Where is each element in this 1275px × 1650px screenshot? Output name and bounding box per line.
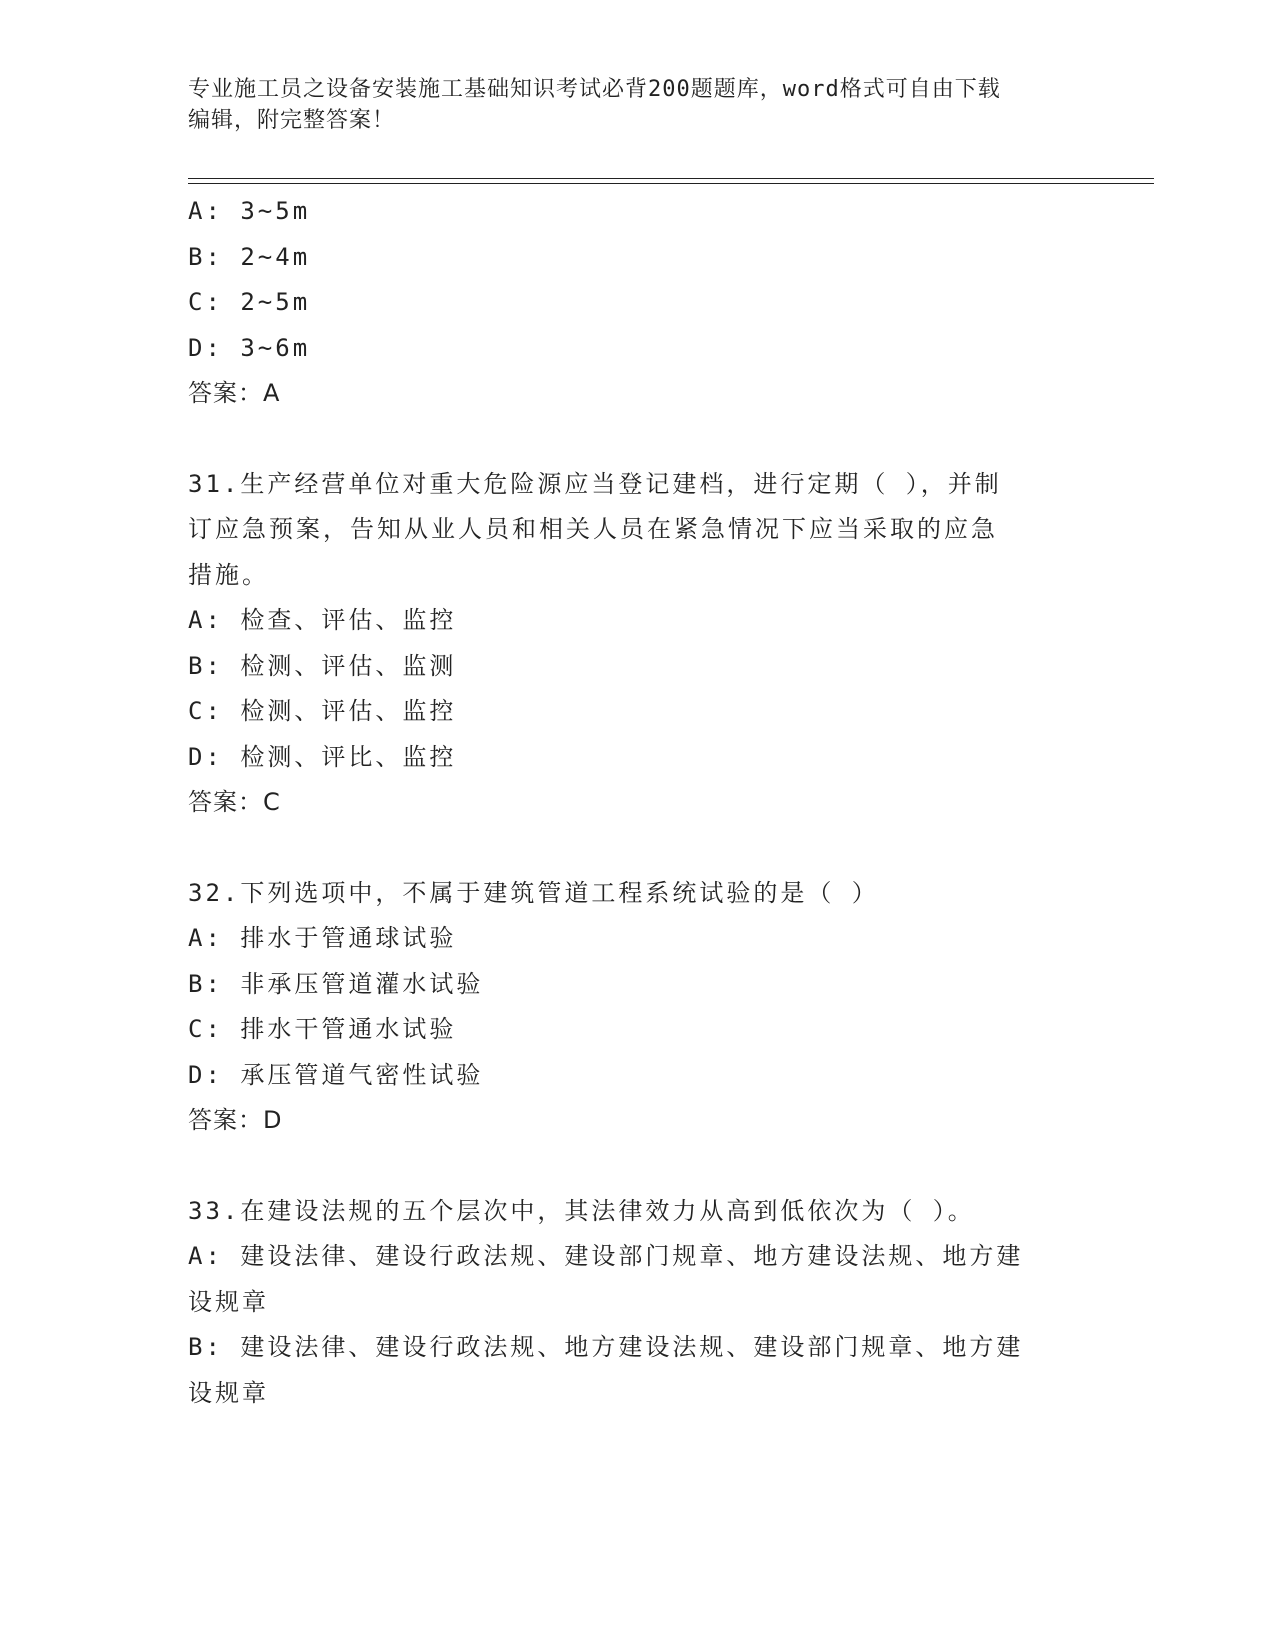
answer-line: 答案：D (188, 1106, 283, 1134)
option-b: B: 非承压管道灌水试验 (188, 969, 484, 998)
question-text-line: 31.生产经营单位对重大危险源应当登记建档，进行定期（ ），并制 (188, 469, 1002, 498)
option-c: C: 检测、评估、监控 (188, 697, 457, 725)
answer-line: 答案：A (188, 379, 281, 407)
option-d: D: 检测、评比、监控 (188, 742, 457, 771)
document-body (188, 189, 1088, 1416)
question-text-line: 措施。 (188, 560, 269, 589)
option-a-continued: 设规章 (188, 1287, 269, 1316)
header-title-line-1: 专业施工员之设备安装施工基础知识考试必背200题题库，word格式可自由下载 (188, 77, 1001, 102)
option-c: C: 排水干管通水试验 (188, 1015, 457, 1043)
option-a: A: 建设法律、建设行政法规、建设部门规章、地方建设法规、地方建 (188, 1242, 1024, 1270)
question-text-line: 订应急预案，告知从业人员和相关人员在紧急情况下应当采取的应急 (188, 515, 998, 543)
option-b-continued: 设规章 (188, 1378, 269, 1407)
option-d: D: 3~6m (188, 333, 311, 362)
question-33 (188, 1189, 1088, 1417)
option-a: A: 排水于管通球试验 (188, 924, 457, 952)
option-b: B: 检测、评估、监测 (188, 651, 457, 680)
document-header (188, 74, 1068, 136)
option-a: A: 3~5m (188, 197, 311, 225)
header-divider (188, 178, 1154, 184)
answer-line: 答案：C (188, 788, 281, 816)
spacer (188, 826, 1088, 871)
header-title-line-2: 编辑，附完整答案！ (188, 108, 396, 133)
option-a: A: 检查、评估、监控 (188, 606, 457, 634)
option-d: D: 承压管道气密性试验 (188, 1060, 484, 1089)
question-32 (188, 871, 1088, 1144)
question-text-line: 33.在建设法规的五个层次中，其法律效力从高到低依次为（ ）。 (188, 1196, 975, 1225)
question-30-options (188, 189, 1088, 417)
spacer (188, 1144, 1088, 1189)
option-b: B: 建设法律、建设行政法规、地方建设法规、建设部门规章、地方建 (188, 1333, 1024, 1361)
question-31 (188, 462, 1088, 826)
option-c: C: 2~5m (188, 288, 311, 316)
spacer (188, 417, 1088, 462)
question-text-line: 32.下列选项中，不属于建筑管道工程系统试验的是（ ） (188, 878, 879, 907)
option-b: B: 2~4m (188, 242, 311, 271)
